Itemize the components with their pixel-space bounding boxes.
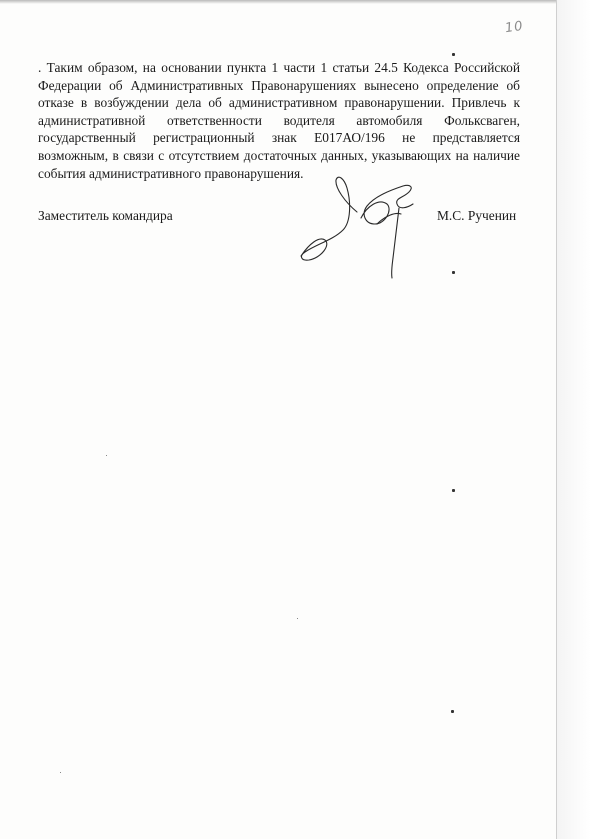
scan-right-edge [556, 0, 557, 839]
scan-speck [452, 53, 455, 56]
handwritten-page-number: 10 [504, 18, 525, 37]
scan-dot [60, 772, 61, 773]
body-paragraph: . Таким образом, на основании пункта 1 части 1 статьи 24.5 Кодекса Российской Федерации об Административных Правонарушениях вынесено определение об отказе в возбуждении дела об административном правонарушении. Привлечь к административной ответственности водителя автомобиля Фольксваген, государственный регистрационный знак Е017АО/196 не представляется возможным, в связи с отсутствием достаточных данных, указывающих на наличие события административного правонарушения. [38, 60, 520, 181]
handwritten-signature [295, 168, 430, 280]
signer-name: М.С. Рученин [437, 208, 517, 223]
signer-title: Заместитель командира [38, 208, 173, 223]
scan-top-shadow [0, 0, 591, 4]
scan-speck [451, 710, 454, 713]
scan-speck [452, 271, 455, 274]
scan-dot [106, 455, 107, 456]
scan-speck [452, 489, 455, 492]
scan-right-fold [557, 0, 591, 839]
scan-dot [297, 618, 298, 619]
